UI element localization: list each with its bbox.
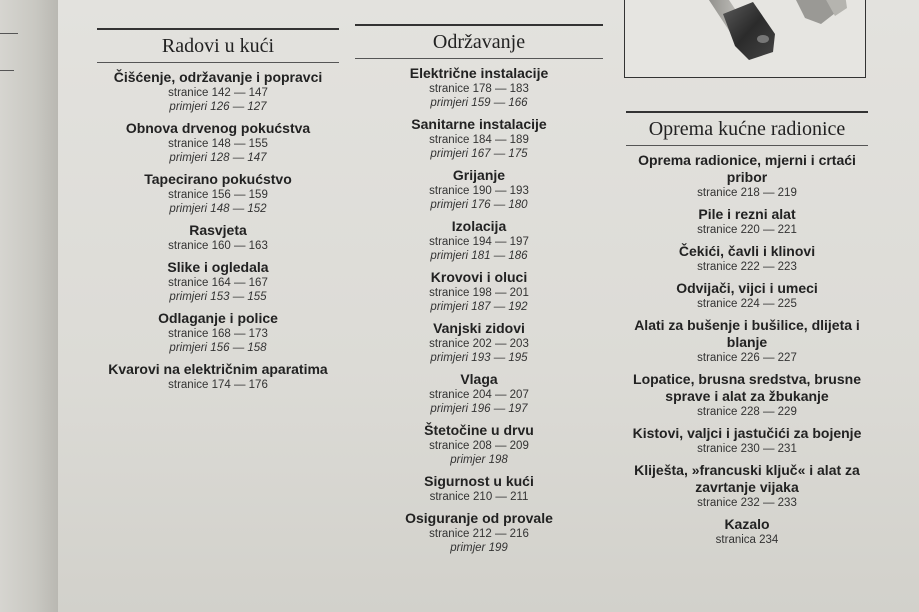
entry-title: Pile i rezni alat <box>698 206 796 222</box>
toc-entry <box>97 310 339 355</box>
section-column-workshop <box>626 111 868 547</box>
entry-title: Kazalo <box>724 516 770 532</box>
entry-title: Čekići, čavli i klinovi <box>678 243 816 259</box>
entry-pages: stranice 204 — 207 <box>429 389 529 401</box>
entry-pages: stranice 210 — 211 <box>429 491 529 503</box>
entry-title: Kliješta, »francuski ključ« i alat za zavrtanje vijaka <box>634 462 860 495</box>
toc-entry <box>97 120 339 165</box>
entry-pages: stranice 232 — 233 <box>697 497 797 509</box>
toc-entry <box>97 259 339 304</box>
entry-pages: stranice 178 — 183 <box>429 83 529 95</box>
entry-examples: primjeri 176 — 180 <box>430 199 528 211</box>
entry-title: Vanjski zidovi <box>433 320 525 336</box>
toc-entry <box>355 371 603 416</box>
entry-title: Obnova drvenog pokućstva <box>125 120 311 136</box>
entry-pages: stranice 198 — 201 <box>429 287 529 299</box>
toc-entry <box>97 361 339 392</box>
entry-pages: stranice 212 — 216 <box>429 528 529 540</box>
entry-examples: primjeri 128 — 147 <box>169 152 267 164</box>
entry-pages: stranice 168 — 173 <box>168 328 268 340</box>
toc-entry <box>355 510 603 555</box>
entry-examples: primjeri 181 — 186 <box>430 250 528 262</box>
entry-examples: primjeri 193 — 195 <box>430 352 528 364</box>
toc-entry <box>626 462 868 510</box>
section-heading: Radovi u kući <box>97 28 339 63</box>
toc-entry <box>97 69 339 114</box>
entry-pages: stranice 220 — 221 <box>697 224 797 236</box>
entry-pages: stranica 234 <box>715 534 779 546</box>
entry-examples: primjeri 159 — 166 <box>430 97 528 109</box>
entry-title: Štetočine u drvu <box>424 422 534 438</box>
entry-title: Alati za bušenje i bušilice, dlijeta i blanje <box>634 317 860 350</box>
entry-title: Električne instalacije <box>409 65 549 81</box>
section-heading: Oprema kućne radionice <box>626 111 868 146</box>
entry-pages: stranice 224 — 225 <box>697 298 797 310</box>
facing-page-rule <box>0 33 18 34</box>
toc-entry <box>626 206 868 237</box>
toc-entry <box>355 116 603 161</box>
entry-title: Odvijači, vijci i umeci <box>676 280 818 296</box>
toc-entry <box>355 65 603 110</box>
toc-entry <box>355 473 603 504</box>
entry-title: Oprema radionice, mjerni i crtaći pribor <box>638 152 856 185</box>
toc-entry <box>626 371 868 419</box>
entry-pages: stranice 148 — 155 <box>168 138 268 150</box>
toc-entry <box>626 317 868 365</box>
toc-entry <box>626 425 868 456</box>
entry-title: Slike i ogledala <box>167 259 269 275</box>
toc-entry <box>626 243 868 274</box>
section-entries <box>355 65 603 555</box>
tools-photo <box>624 0 866 78</box>
entry-examples: primjeri 148 — 152 <box>169 203 267 215</box>
hammer-heads-icon <box>625 0 865 77</box>
entry-examples: primjeri 156 — 158 <box>169 342 267 354</box>
entry-title: Krovovi i oluci <box>430 269 528 285</box>
book-gutter <box>0 0 58 612</box>
entry-pages: stranice 228 — 229 <box>697 406 797 418</box>
entry-title: Izolacija <box>451 218 507 234</box>
toc-entry <box>626 152 868 200</box>
entry-pages: stranice 160 — 163 <box>168 240 268 252</box>
section-heading: Održavanje <box>355 24 603 59</box>
entry-title: Kistovi, valjci i jastučići za bojenje <box>632 425 862 441</box>
entry-examples: primjeri 167 — 175 <box>430 148 528 160</box>
entry-examples: primjeri 196 — 197 <box>430 403 528 415</box>
entry-title: Lopatice, brusna sredstva, brusne sprave i alat za žbukanje <box>633 371 861 404</box>
entry-pages: stranice 226 — 227 <box>697 352 797 364</box>
entry-examples: primjeri 126 — 127 <box>169 101 267 113</box>
toc-entry <box>97 171 339 216</box>
toc-entry <box>355 422 603 467</box>
toc-entry <box>626 280 868 311</box>
section-column-home-work <box>97 28 339 392</box>
entry-title: Grijanje <box>452 167 506 183</box>
entry-pages: stranice 202 — 203 <box>429 338 529 350</box>
entry-title: Rasvjeta <box>189 222 247 238</box>
toc-entry <box>626 516 868 547</box>
toc-entry <box>355 320 603 365</box>
entry-title: Vlaga <box>460 371 498 387</box>
entry-pages: stranice 156 — 159 <box>168 189 268 201</box>
entry-pages: stranice 174 — 176 <box>168 379 268 391</box>
entry-title: Kvarovi na električnim aparatima <box>108 361 328 377</box>
entry-title: Odlaganje i police <box>158 310 278 326</box>
entry-pages: stranice 222 — 223 <box>697 261 797 273</box>
entry-pages: stranice 190 — 193 <box>429 185 529 197</box>
entry-title: Sanitarne instalacije <box>411 116 547 132</box>
entry-examples: primjeri 187 — 192 <box>430 301 528 313</box>
toc-entry <box>355 218 603 263</box>
entry-pages: stranice 194 — 197 <box>429 236 529 248</box>
entry-pages: stranice 184 — 189 <box>429 134 529 146</box>
entry-examples: primjeri 153 — 155 <box>169 291 267 303</box>
entry-examples: primjer 198 <box>450 454 508 466</box>
entry-title: Tapecirano pokućstvo <box>144 171 292 187</box>
entry-pages: stranice 142 — 147 <box>168 87 268 99</box>
entry-pages: stranice 164 — 167 <box>168 277 268 289</box>
entry-pages: stranice 208 — 209 <box>429 440 529 452</box>
entry-pages: stranice 218 — 219 <box>697 187 797 199</box>
entry-title: Sigurnost u kući <box>424 473 534 489</box>
toc-entry <box>355 269 603 314</box>
section-column-maintenance <box>355 24 603 555</box>
entry-pages: stranice 230 — 231 <box>697 443 797 455</box>
section-entries <box>97 69 339 392</box>
entry-title: Osiguranje od provale <box>405 510 553 526</box>
toc-entry <box>355 167 603 212</box>
toc-entry <box>97 222 339 253</box>
facing-page-rule <box>0 70 14 71</box>
section-entries <box>626 152 868 547</box>
entry-examples: primjer 199 <box>450 542 508 554</box>
entry-title: Čišćenje, održavanje i popravci <box>113 69 323 85</box>
